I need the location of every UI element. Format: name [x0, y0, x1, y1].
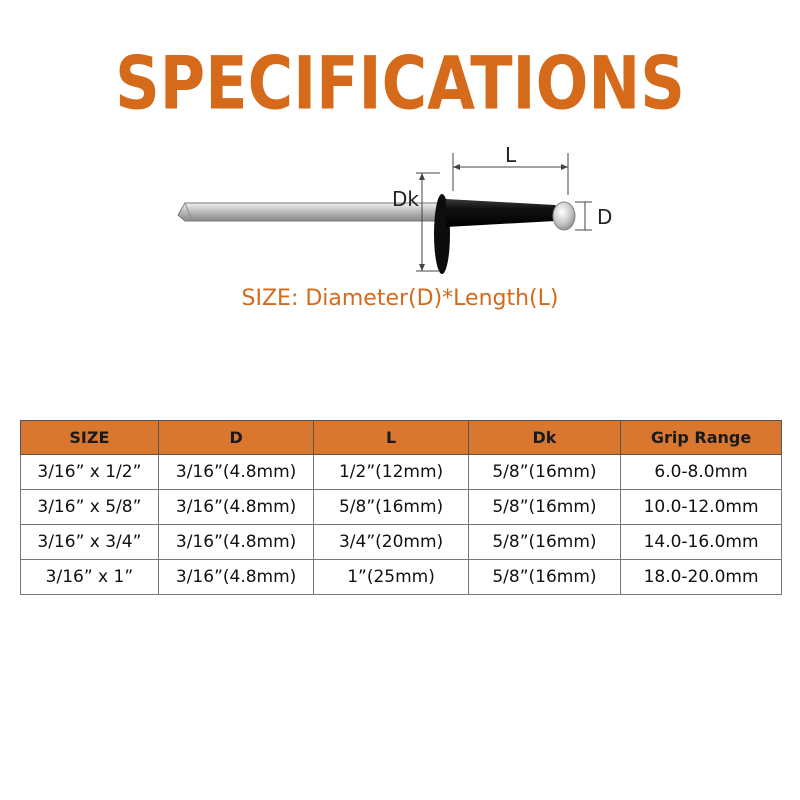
- cell-l: 3/4”(20mm): [314, 525, 468, 560]
- cell-dk: 5/8”(16mm): [468, 455, 620, 490]
- cell-size: 3/16” x 5/8”: [21, 490, 159, 525]
- mandrel-head: [553, 202, 575, 230]
- table-row: [21, 490, 782, 525]
- cell-grip-range: 18.0-20.0mm: [621, 560, 782, 595]
- col-header-size: SIZE: [21, 421, 159, 455]
- col-header-grip-range: Grip Range: [621, 421, 782, 455]
- table-row: [21, 560, 782, 595]
- cell-dk: 5/8”(16mm): [468, 560, 620, 595]
- col-header-dk: Dk: [468, 421, 620, 455]
- col-header-l: L: [314, 421, 468, 455]
- cell-size: 3/16” x 1”: [21, 560, 159, 595]
- cell-size: 3/16” x 1/2”: [21, 455, 159, 490]
- cell-dk: 5/8”(16mm): [468, 525, 620, 560]
- cell-l: 1”(25mm): [314, 560, 468, 595]
- size-caption: SIZE: Diameter(D)*Length(L): [241, 286, 559, 311]
- cell-size: 3/16” x 3/4”: [21, 525, 159, 560]
- spec-table: [20, 420, 782, 595]
- cell-grip-range: 14.0-16.0mm: [621, 525, 782, 560]
- cell-d: 3/16”(4.8mm): [158, 490, 314, 525]
- cell-grip-range: 10.0-12.0mm: [621, 490, 782, 525]
- cell-dk: 5/8”(16mm): [468, 490, 620, 525]
- table-row: [21, 455, 782, 490]
- label-L: L: [505, 143, 517, 167]
- cell-d: 3/16”(4.8mm): [158, 560, 314, 595]
- label-D: D: [597, 205, 613, 229]
- label-Dk: Dk: [392, 187, 419, 211]
- cell-d: 3/16”(4.8mm): [158, 455, 314, 490]
- table-header-row: [21, 421, 782, 455]
- page-title: SPECIFICATIONS: [115, 40, 685, 127]
- table-row: [21, 525, 782, 560]
- col-header-d: D: [158, 421, 314, 455]
- rivet-diagram: [160, 135, 640, 285]
- cell-l: 1/2”(12mm): [314, 455, 468, 490]
- rivet-body: [446, 199, 559, 227]
- cell-grip-range: 6.0-8.0mm: [621, 455, 782, 490]
- cell-d: 3/16”(4.8mm): [158, 525, 314, 560]
- cell-l: 5/8”(16mm): [314, 490, 468, 525]
